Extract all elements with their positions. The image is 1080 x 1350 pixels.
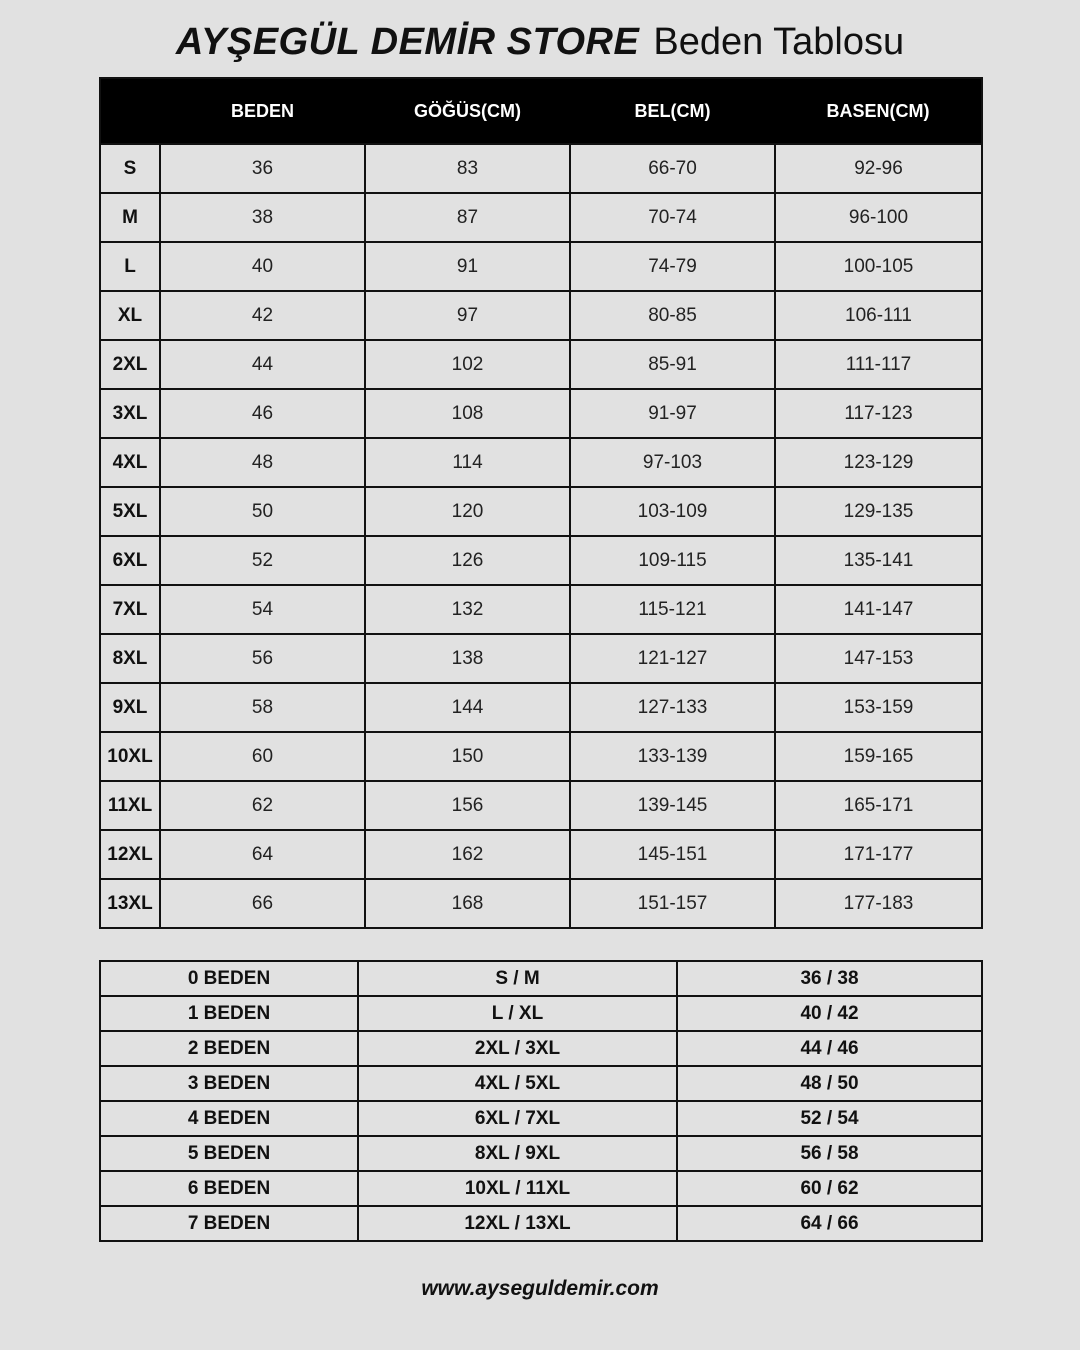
size-label: 8XL <box>100 634 160 683</box>
beden-value: 58 <box>160 683 365 732</box>
number-range: 52 / 54 <box>677 1101 982 1136</box>
size-range: S / M <box>358 961 677 996</box>
basen-value: 171-177 <box>775 830 982 879</box>
number-range: 56 / 58 <box>677 1136 982 1171</box>
size-label: 7XL <box>100 585 160 634</box>
beden-group: 7 BEDEN <box>100 1206 358 1241</box>
table-row <box>100 961 982 996</box>
basen-value: 165-171 <box>775 781 982 830</box>
gogus-value: 108 <box>365 389 570 438</box>
beden-group: 1 BEDEN <box>100 996 358 1031</box>
table-row <box>100 340 982 389</box>
page-title <box>0 18 1080 66</box>
gogus-value: 168 <box>365 879 570 928</box>
column-header-size-label <box>100 78 160 144</box>
basen-value: 153-159 <box>775 683 982 732</box>
table-row <box>100 536 982 585</box>
beden-value: 36 <box>160 144 365 193</box>
basen-value: 92-96 <box>775 144 982 193</box>
number-range: 36 / 38 <box>677 961 982 996</box>
bel-value: 109-115 <box>570 536 775 585</box>
bel-value: 91-97 <box>570 389 775 438</box>
gogus-value: 87 <box>365 193 570 242</box>
size-label: 3XL <box>100 389 160 438</box>
beden-group: 0 BEDEN <box>100 961 358 996</box>
beden-value: 54 <box>160 585 365 634</box>
size-range: 4XL / 5XL <box>358 1066 677 1101</box>
size-label: 6XL <box>100 536 160 585</box>
table-header-row <box>100 78 982 144</box>
table-row <box>100 781 982 830</box>
page-subtitle: Beden Tablosu <box>653 21 905 63</box>
basen-value: 177-183 <box>775 879 982 928</box>
size-label: 11XL <box>100 781 160 830</box>
bel-value: 121-127 <box>570 634 775 683</box>
number-range: 48 / 50 <box>677 1066 982 1101</box>
beden-value: 62 <box>160 781 365 830</box>
gogus-value: 144 <box>365 683 570 732</box>
basen-value: 100-105 <box>775 242 982 291</box>
size-range: 10XL / 11XL <box>358 1171 677 1206</box>
basen-value: 111-117 <box>775 340 982 389</box>
size-table-body <box>100 144 982 928</box>
size-label: M <box>100 193 160 242</box>
size-label: 4XL <box>100 438 160 487</box>
bel-value: 80-85 <box>570 291 775 340</box>
column-header-basen: BASEN(CM) <box>826 100 930 121</box>
basen-value: 159-165 <box>775 732 982 781</box>
beden-value: 56 <box>160 634 365 683</box>
beden-value: 60 <box>160 732 365 781</box>
gogus-value: 102 <box>365 340 570 389</box>
bel-value: 127-133 <box>570 683 775 732</box>
table-row <box>100 1171 982 1206</box>
size-label: L <box>100 242 160 291</box>
table-row <box>100 585 982 634</box>
beden-group: 4 BEDEN <box>100 1101 358 1136</box>
gogus-value: 138 <box>365 634 570 683</box>
table-row <box>100 1101 982 1136</box>
bel-value: 97-103 <box>570 438 775 487</box>
gogus-value: 150 <box>365 732 570 781</box>
number-range: 60 / 62 <box>677 1171 982 1206</box>
table-row <box>100 389 982 438</box>
size-label: XL <box>100 291 160 340</box>
bel-value: 103-109 <box>570 487 775 536</box>
number-range: 40 / 42 <box>677 996 982 1031</box>
size-mapping-table <box>99 960 983 1242</box>
bel-value: 139-145 <box>570 781 775 830</box>
table-row <box>100 634 982 683</box>
size-label: S <box>100 144 160 193</box>
website-url: www.ayseguldemir.com <box>421 1277 659 1300</box>
basen-value: 106-111 <box>775 291 982 340</box>
size-label: 10XL <box>100 732 160 781</box>
beden-group: 3 BEDEN <box>100 1066 358 1101</box>
basen-value: 117-123 <box>775 389 982 438</box>
table-row <box>100 830 982 879</box>
size-range: 12XL / 13XL <box>358 1206 677 1241</box>
bel-value: 70-74 <box>570 193 775 242</box>
basen-value: 141-147 <box>775 585 982 634</box>
beden-value: 46 <box>160 389 365 438</box>
size-label: 9XL <box>100 683 160 732</box>
gogus-value: 162 <box>365 830 570 879</box>
table-row <box>100 242 982 291</box>
bel-value: 66-70 <box>570 144 775 193</box>
beden-group: 2 BEDEN <box>100 1031 358 1066</box>
size-label: 13XL <box>100 879 160 928</box>
bel-value: 115-121 <box>570 585 775 634</box>
beden-value: 40 <box>160 242 365 291</box>
size-label: 12XL <box>100 830 160 879</box>
column-header-beden: BEDEN <box>230 100 294 121</box>
gogus-value: 156 <box>365 781 570 830</box>
beden-value: 66 <box>160 879 365 928</box>
bel-value: 145-151 <box>570 830 775 879</box>
table-row <box>100 879 982 928</box>
gogus-value: 114 <box>365 438 570 487</box>
beden-value: 44 <box>160 340 365 389</box>
basen-value: 129-135 <box>775 487 982 536</box>
size-range: L / XL <box>358 996 677 1031</box>
table-row <box>100 193 982 242</box>
beden-value: 42 <box>160 291 365 340</box>
basen-value: 135-141 <box>775 536 982 585</box>
column-header-gogus: GÖĞÜS(CM) <box>414 100 521 121</box>
gogus-value: 132 <box>365 585 570 634</box>
table-row <box>100 438 982 487</box>
mapping-table-body <box>100 961 982 1241</box>
basen-value: 147-153 <box>775 634 982 683</box>
size-label: 5XL <box>100 487 160 536</box>
brand-name: AYŞEGÜL DEMİR STORE <box>175 21 640 63</box>
gogus-value: 126 <box>365 536 570 585</box>
beden-value: 64 <box>160 830 365 879</box>
gogus-value: 83 <box>365 144 570 193</box>
size-range: 8XL / 9XL <box>358 1136 677 1171</box>
gogus-value: 120 <box>365 487 570 536</box>
table-row <box>100 487 982 536</box>
gogus-value: 97 <box>365 291 570 340</box>
bel-value: 151-157 <box>570 879 775 928</box>
table-row <box>100 291 982 340</box>
size-range: 2XL / 3XL <box>358 1031 677 1066</box>
table-row <box>100 996 982 1031</box>
table-row <box>100 1031 982 1066</box>
table-row <box>100 1206 982 1241</box>
bel-value: 85-91 <box>570 340 775 389</box>
bel-value: 74-79 <box>570 242 775 291</box>
beden-group: 6 BEDEN <box>100 1171 358 1206</box>
size-chart-table <box>99 77 983 929</box>
beden-value: 48 <box>160 438 365 487</box>
bel-value: 133-139 <box>570 732 775 781</box>
basen-value: 96-100 <box>775 193 982 242</box>
basen-value: 123-129 <box>775 438 982 487</box>
beden-group: 5 BEDEN <box>100 1136 358 1171</box>
gogus-value: 91 <box>365 242 570 291</box>
number-range: 44 / 46 <box>677 1031 982 1066</box>
size-range: 6XL / 7XL <box>358 1101 677 1136</box>
column-header-bel: BEL(CM) <box>634 100 711 121</box>
number-range: 64 / 66 <box>677 1206 982 1241</box>
beden-value: 50 <box>160 487 365 536</box>
table-row <box>100 1066 982 1101</box>
beden-value: 38 <box>160 193 365 242</box>
beden-value: 52 <box>160 536 365 585</box>
table-row <box>100 1136 982 1171</box>
table-row <box>100 144 982 193</box>
table-row <box>100 683 982 732</box>
size-label: 2XL <box>100 340 160 389</box>
table-row <box>100 732 982 781</box>
